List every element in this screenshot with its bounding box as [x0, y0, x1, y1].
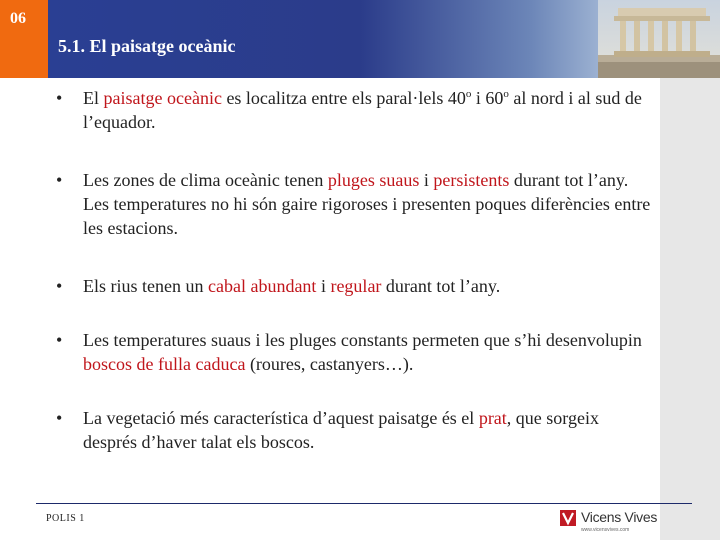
brand-logo-icon	[560, 510, 576, 526]
highlight-text: pluges suaus	[327, 170, 420, 190]
chapter-number: 06	[10, 10, 26, 27]
bullet-dot-icon: •	[56, 408, 63, 428]
superscript-text: o	[503, 88, 509, 100]
bullet-item	[56, 406, 654, 454]
body-text: Les zones de clima oceànic tenen	[83, 170, 328, 190]
body-text: i	[419, 170, 434, 190]
body-text: (roures, castanyers…).	[245, 354, 414, 374]
bullet-text	[83, 88, 642, 132]
body-text: Les temperatures suaus i les pluges constants permeten que s’hi desenvolupin	[83, 330, 642, 350]
highlight-text: prat	[478, 408, 507, 428]
bullet-dot-icon: •	[56, 170, 63, 190]
footer-divider	[36, 503, 692, 504]
body-text: El	[83, 88, 104, 108]
page-title: 5.1. El paisatge oceànic	[58, 36, 236, 56]
highlight-text: regular	[330, 276, 382, 296]
bullet-dot-icon: •	[56, 88, 63, 108]
chapter-badge	[0, 0, 48, 78]
bullet-item	[56, 274, 500, 298]
highlight-text: persistents	[433, 170, 510, 190]
body-text: durant tot l’any. Les temperatures no hi són gaire rigoroses i presenten poques diferències entre les estacions.	[83, 170, 651, 238]
body-text: al nord i al sud de l’equador.	[83, 88, 642, 132]
body-text: i	[316, 276, 331, 296]
bullet-text	[83, 330, 642, 374]
bullet-dot-icon: •	[56, 330, 63, 350]
bullet-dot-icon: •	[56, 276, 63, 296]
bullet-text	[83, 170, 650, 238]
bullet-text	[83, 276, 500, 296]
bullet-item	[56, 168, 654, 240]
brand-url: www.vicensvives.com	[581, 527, 630, 533]
header-photo	[598, 0, 720, 78]
bullet-text	[83, 408, 599, 452]
bullet-item	[56, 86, 654, 134]
highlight-text: cabal abundant	[207, 276, 317, 296]
temple-photo-icon	[598, 0, 720, 78]
header-bar	[48, 0, 616, 78]
brand-name: Vicens Vives	[581, 509, 658, 525]
body-text: es localitza entre els paral·lels 40	[221, 88, 466, 108]
body-text: i 60	[471, 88, 504, 108]
bullet-item	[56, 328, 654, 376]
brand-logo	[560, 509, 680, 535]
body-text: durant tot l’any.	[381, 276, 501, 296]
body-text: Els rius tenen un	[83, 276, 208, 296]
footer-label: POLIS 1	[46, 513, 85, 524]
body-text: , que sorgeix després d’haver talat els boscos.	[83, 408, 599, 452]
superscript-text: o	[465, 88, 472, 100]
right-sidebar	[660, 78, 720, 540]
body-text: La vegetació més característica d’aquest paisatge és el	[83, 408, 479, 428]
highlight-text: paisatge oceànic	[103, 88, 222, 108]
highlight-text: boscos de fulla caduca	[83, 354, 246, 374]
